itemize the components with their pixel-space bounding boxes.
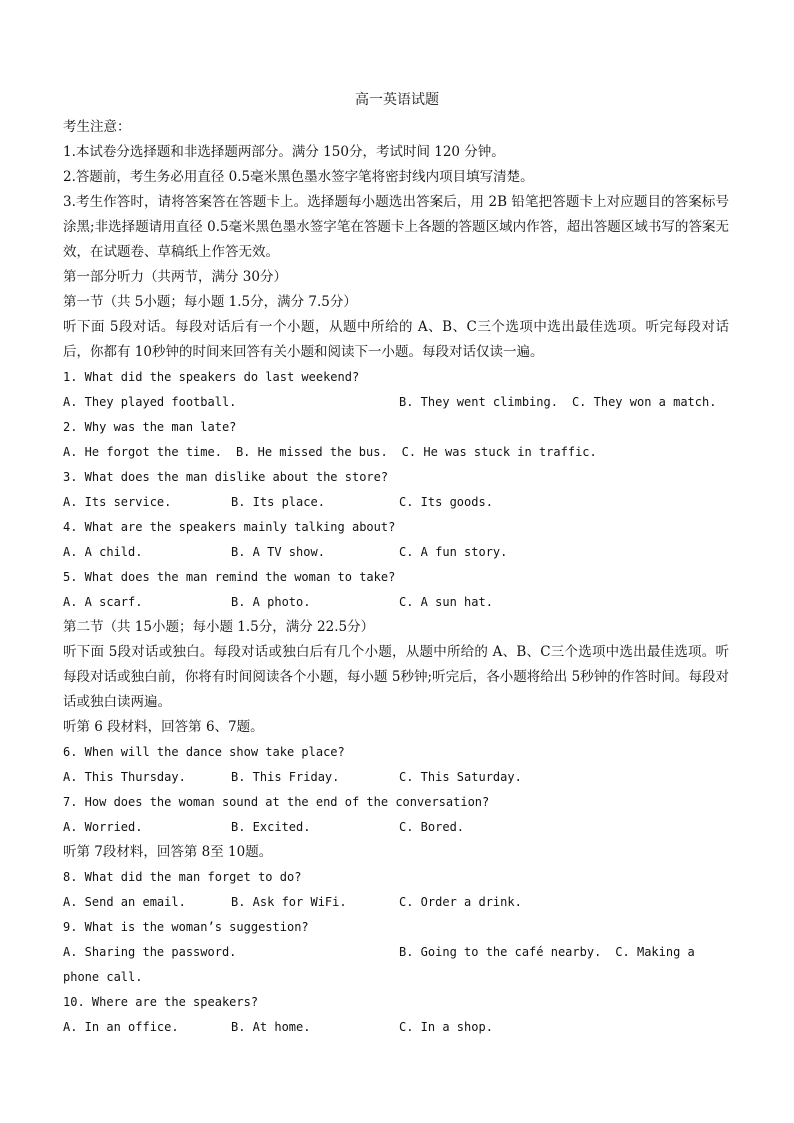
question-1-options [63,390,729,415]
option-b[interactable]: B. Going to the café nearby. [399,945,602,959]
option-a[interactable]: A. They played football. [63,395,237,409]
question-10-options [63,1015,729,1040]
material-7-note: 听第 7段材料，回答第 8至 10题。 [63,844,273,860]
question-1: 1. What did the speakers do last weekend? [63,370,360,384]
material-6-note: 听第 6 段材料，回答第 6、7题。 [63,719,264,735]
exam-content [63,115,729,1040]
question-10: 10. Where are the speakers? [63,995,259,1009]
section2-instructions: 听下面 5段对话或独白。每段对话或独白后有几个小题，从题中所给的 A、B、C三个选项中选出最佳选项。听每段对话或独白前，你将有时间阅读各个小题，每小题 5秒钟;听完后，各小题将给出 5秒钟的作答时间。每段对话或独白读两遍。 [63,644,729,710]
option-c-continued: phone call. [63,970,143,984]
option-b[interactable]: B. Ask for WiFi. [231,895,347,909]
option-c[interactable]: C. Its goods. [399,495,493,509]
question-6: 6. When will the dance show take place? [63,745,345,759]
option-a[interactable]: A. He forgot the time. [63,445,222,459]
option-c[interactable]: C. They won a match. [571,395,717,409]
question-7-options [63,815,729,840]
option-a[interactable]: A. Send an email. [63,895,186,909]
question-2: 2. Why was the man late? [63,420,237,434]
option-b[interactable]: B. A photo. [231,595,311,609]
question-9: 9. What is the woman’s suggestion? [63,920,309,934]
question-4-options [63,540,729,565]
question-3-options [63,490,729,515]
option-a[interactable]: A. A scarf. [63,595,143,609]
question-8-options [63,890,729,915]
option-b[interactable]: B. He missed the bus. [235,445,388,459]
option-b[interactable]: B. At home. [231,1020,311,1034]
option-b[interactable]: B. Excited. [231,820,311,834]
option-a[interactable]: A. Worried. [63,820,143,834]
option-c[interactable]: C. This Saturday. [399,770,522,784]
option-c[interactable]: C. Order a drink. [399,895,522,909]
option-b[interactable]: B. A TV show. [231,545,325,559]
question-5-options [63,590,729,615]
section1-instructions: 听下面 5段对话。每段对话后有一个小题，从题中所给的 A、B、C三个选项中选出最佳选项。听完每段对话后，你都有 10秒钟的时间来回答有关小题和阅读下一小题。每段对话仅读一遍。 [63,319,729,360]
option-c[interactable]: C. A fun story. [399,545,508,559]
section1-heading: 第一节（共 5小题；每小题 1.5分，满分 7.5分） [63,294,357,310]
option-c[interactable]: C. He was stuck in traffic. [401,445,597,459]
question-4: 4. What are the speakers mainly talking about? [63,520,396,534]
notice-1: 1.本试卷分选择题和非选择题两部分。满分 150分，考试时间 120 分钟。 [63,144,505,160]
question-8: 8. What did the man forget to do? [63,870,302,884]
section2-heading: 第二节（共 15小题；每小题 1.5分，满分 22.5分） [63,619,375,635]
question-5: 5. What does the man remind the woman to take? [63,570,396,584]
option-c[interactable]: C. Making a [615,945,695,959]
question-6-options [63,765,729,790]
option-a[interactable]: A. Sharing the password. [63,945,237,959]
option-a[interactable]: A. This Thursday. [63,770,186,784]
question-3: 3. What does the man dislike about the store? [63,470,389,484]
option-b[interactable]: B. They went climbing. [399,395,558,409]
option-a[interactable]: A. A child. [63,545,143,559]
notice-heading: 考生注意： [63,119,131,135]
option-a[interactable]: A. Its service. [63,495,172,509]
option-c[interactable]: C. In a shop. [399,1020,493,1034]
option-b[interactable]: B. Its place. [231,495,325,509]
question-7: 7. How does the woman sound at the end of the conversation? [63,795,490,809]
part1-heading: 第一部分听力（共两节，满分 30分） [63,269,287,285]
option-c[interactable]: C. Bored. [399,820,465,834]
notice-2: 2.答题前，考生务必用直径 0.5毫米黑色墨水签字笔将密封线内项目填写清楚。 [63,169,534,185]
page-title: 高一英语试题 [355,92,439,108]
option-b[interactable]: B. This Friday. [231,770,340,784]
notice-3: 3.考生作答时，请将答案答在答题卡上。选择题每小题选出答案后，用 2B 铅笔把答题卡上对应题目的答案标号涂黑;非选择题请用直径 0.5毫米黑色墨水签字笔在答题卡上各题的答题区域内作答，超出答题区域书写的答案无效，在试题卷、草稿纸上作答无效。 [63,194,729,260]
option-c[interactable]: C. A sun hat. [399,595,493,609]
question-2-options [63,440,729,465]
option-a[interactable]: A. In an office. [63,1020,179,1034]
question-9-options [63,940,729,965]
